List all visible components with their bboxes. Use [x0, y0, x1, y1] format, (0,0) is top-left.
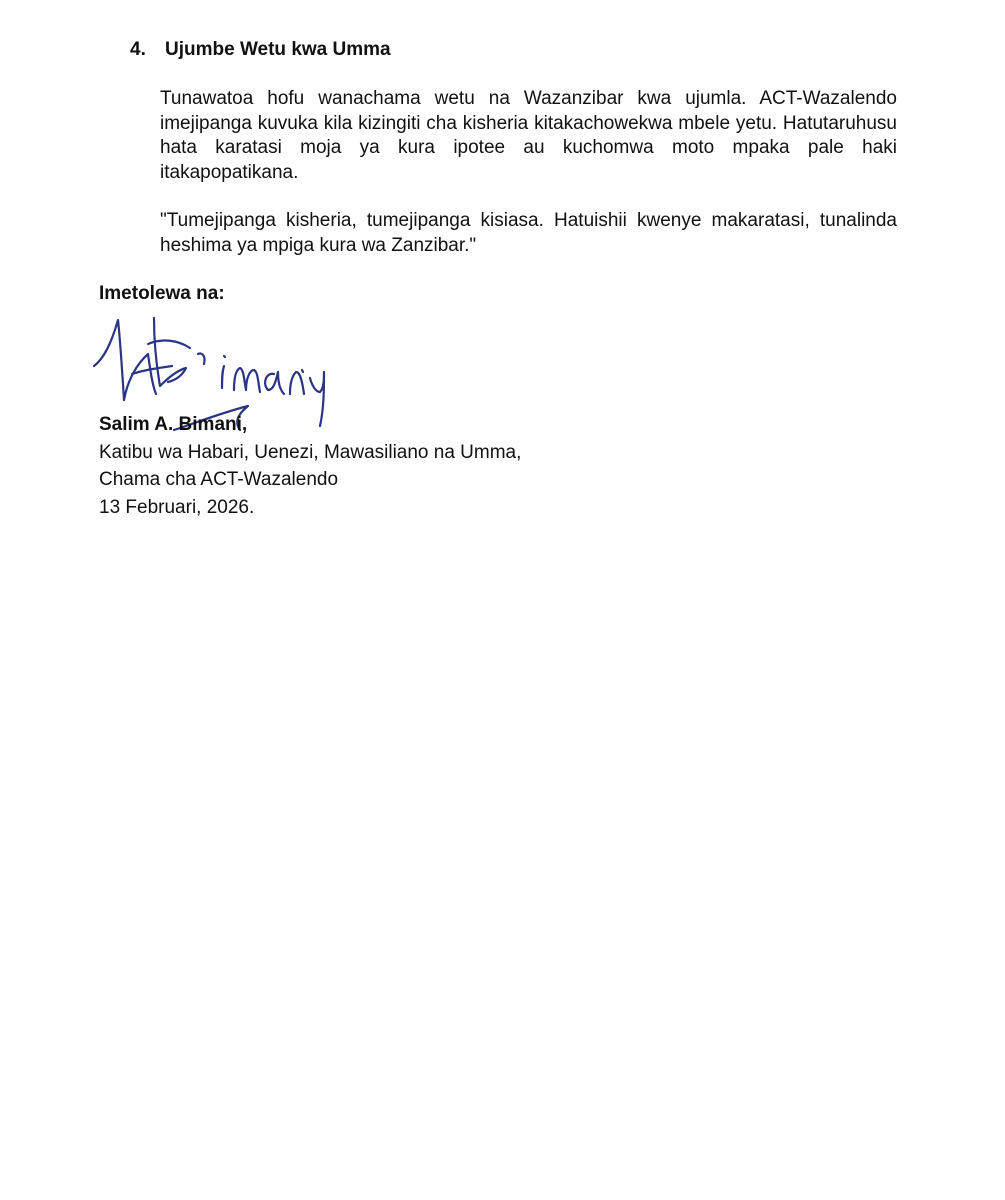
issued-by-label: Imetolewa na: [99, 283, 225, 304]
section-title: Ujumbe Wetu kwa Umma [165, 39, 391, 60]
signatory-name: Salim A. Bimani, [99, 414, 248, 435]
body-paragraph: Tunawatoa hofu wanachama wetu na Wazanzibar kwa ujumla. ACT-Wazalendo imejipanga kuvuka kila kizingiti cha kisheria kitakachowekwa mbele yetu. Hatutaruhusu hata karatasi moja ya kura ipotee au kuchomwa moto mpaka pale haki itakapopatikana. [160, 88, 897, 183]
paragraph-block-2 [160, 209, 897, 258]
section-number: 4. [130, 39, 146, 60]
signatory-position: Katibu wa Habari, Uenezi, Mawasiliano na Umma, [99, 441, 522, 463]
paragraph-block-1 [160, 87, 897, 185]
document-date: 13 Februari, 2026. [99, 496, 255, 518]
section-heading [130, 38, 391, 62]
quote-paragraph: "Tumejipanga kisheria, tumejipanga kisiasa. Hatuishii kwenye makaratasi, tunalinda heshima ya mpiga kura wa Zanzibar." [160, 210, 897, 256]
signatory-organization: Chama cha ACT-Wazalendo [99, 469, 339, 490]
signoff-block [99, 411, 521, 521]
